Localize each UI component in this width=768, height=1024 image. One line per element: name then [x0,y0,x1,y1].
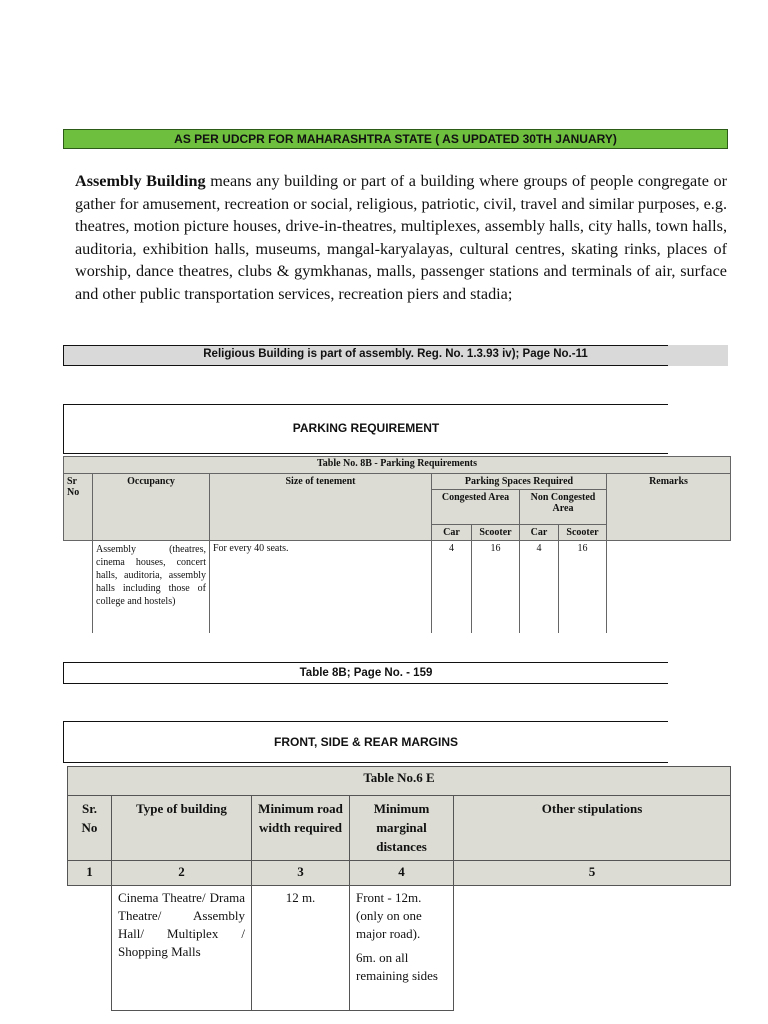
document-banner: AS PER UDCPR FOR MAHARASHTRA STATE ( AS UPDATED 30TH JANUARY) [63,129,728,149]
assembly-definition [75,170,727,306]
parking-table-caption: Table 8B; Page No. - 159 [63,662,668,684]
parking-cell-congested-scooter: 16 [472,541,520,634]
parking-header-occupancy: Occupancy [93,474,210,541]
religious-note-bar [63,345,728,366]
margins-header-marginal: Minimum marginal distances [350,796,454,861]
definition-text: means any building or part of a building where groups of people congregate or gather for amusement, recreation or social, religious, patriotic, civil, travel and similar purposes, e.g. theatres, motion picture houses, drive-in-theatres, multiplexes, assembly halls, city halls, town halls, auditoria, exhibition halls, museums, mangal-karyalayas, cultural centres, skating rinks, places of worship, dance theatres, clubs & gymkhanas, malls, passenger stations and terminals of air, surface and other public transportation services, recreation piers and stadia; [75,172,727,303]
margins-col-number-5: 5 [454,861,731,886]
parking-header-non-congested-car: Car [520,525,559,541]
parking-cell-congested-car: 4 [432,541,472,634]
margins-col-number-3: 3 [252,861,350,886]
parking-header-non-congested: Non Congested Area [520,490,607,525]
parking-table-title: Table No. 8B - Parking Requirements [64,457,731,474]
margins-cell-road-width: 12 m. [252,886,350,1011]
parking-header-congested-scooter: Scooter [472,525,520,541]
parking-cell-sr-no [64,541,93,634]
margins-cell-other [454,886,731,1011]
religious-note-text: Religious Building is part of assembly. Reg. No. 1.3.93 iv); Page No.-11 [203,348,588,360]
parking-cell-remarks [607,541,731,634]
parking-header-non-congested-scooter: Scooter [559,525,607,541]
parking-header-sr-no: Sr No [64,474,93,541]
margins-table-title: Table No.6 E [68,767,731,796]
parking-header-congested: Congested Area [432,490,520,525]
table-row [64,541,731,634]
margins-header-road-width: Minimum road width required [252,796,350,861]
definition-term: Assembly Building [75,172,206,190]
margins-cell-sr-no [68,886,112,1011]
margin-remaining-text: 6m. on all remaining sides [356,950,438,983]
margins-header-type: Type of building [112,796,252,861]
parking-cell-non-congested-car: 4 [520,541,559,634]
margins-cell-type: Cinema Theatre/ Drama Theatre/ Assembly Hall/ Multiplex / Shopping Malls [112,886,252,1011]
margins-header-sr-no: Sr. No [68,796,112,861]
parking-header-congested-car: Car [432,525,472,541]
margin-front-text: Front - 12m. (only on one major road). [356,890,422,941]
parking-requirements-table [63,456,731,633]
margins-col-number-1: 1 [68,861,112,886]
margins-col-number-2: 2 [112,861,252,886]
parking-header-spaces: Parking Spaces Required [432,474,607,490]
margins-col-number-4: 4 [350,861,454,886]
margins-header-other: Other stipulations [454,796,731,861]
margins-table [67,766,731,1011]
table-row [68,886,731,1011]
margins-section-header: FRONT, SIDE & REAR MARGINS [63,721,668,763]
parking-section-header: PARKING REQUIREMENT [63,404,668,454]
parking-cell-non-congested-scooter: 16 [559,541,607,634]
parking-cell-size: For every 40 seats. [210,541,432,634]
margins-cell-marginal [350,886,454,1011]
parking-cell-occupancy: Assembly (theatres, cinema houses, concert halls, auditoria, assembly halls including those of college and hostels) [93,541,210,634]
parking-header-remarks: Remarks [607,474,731,541]
parking-header-size: Size of tenement [210,474,432,541]
